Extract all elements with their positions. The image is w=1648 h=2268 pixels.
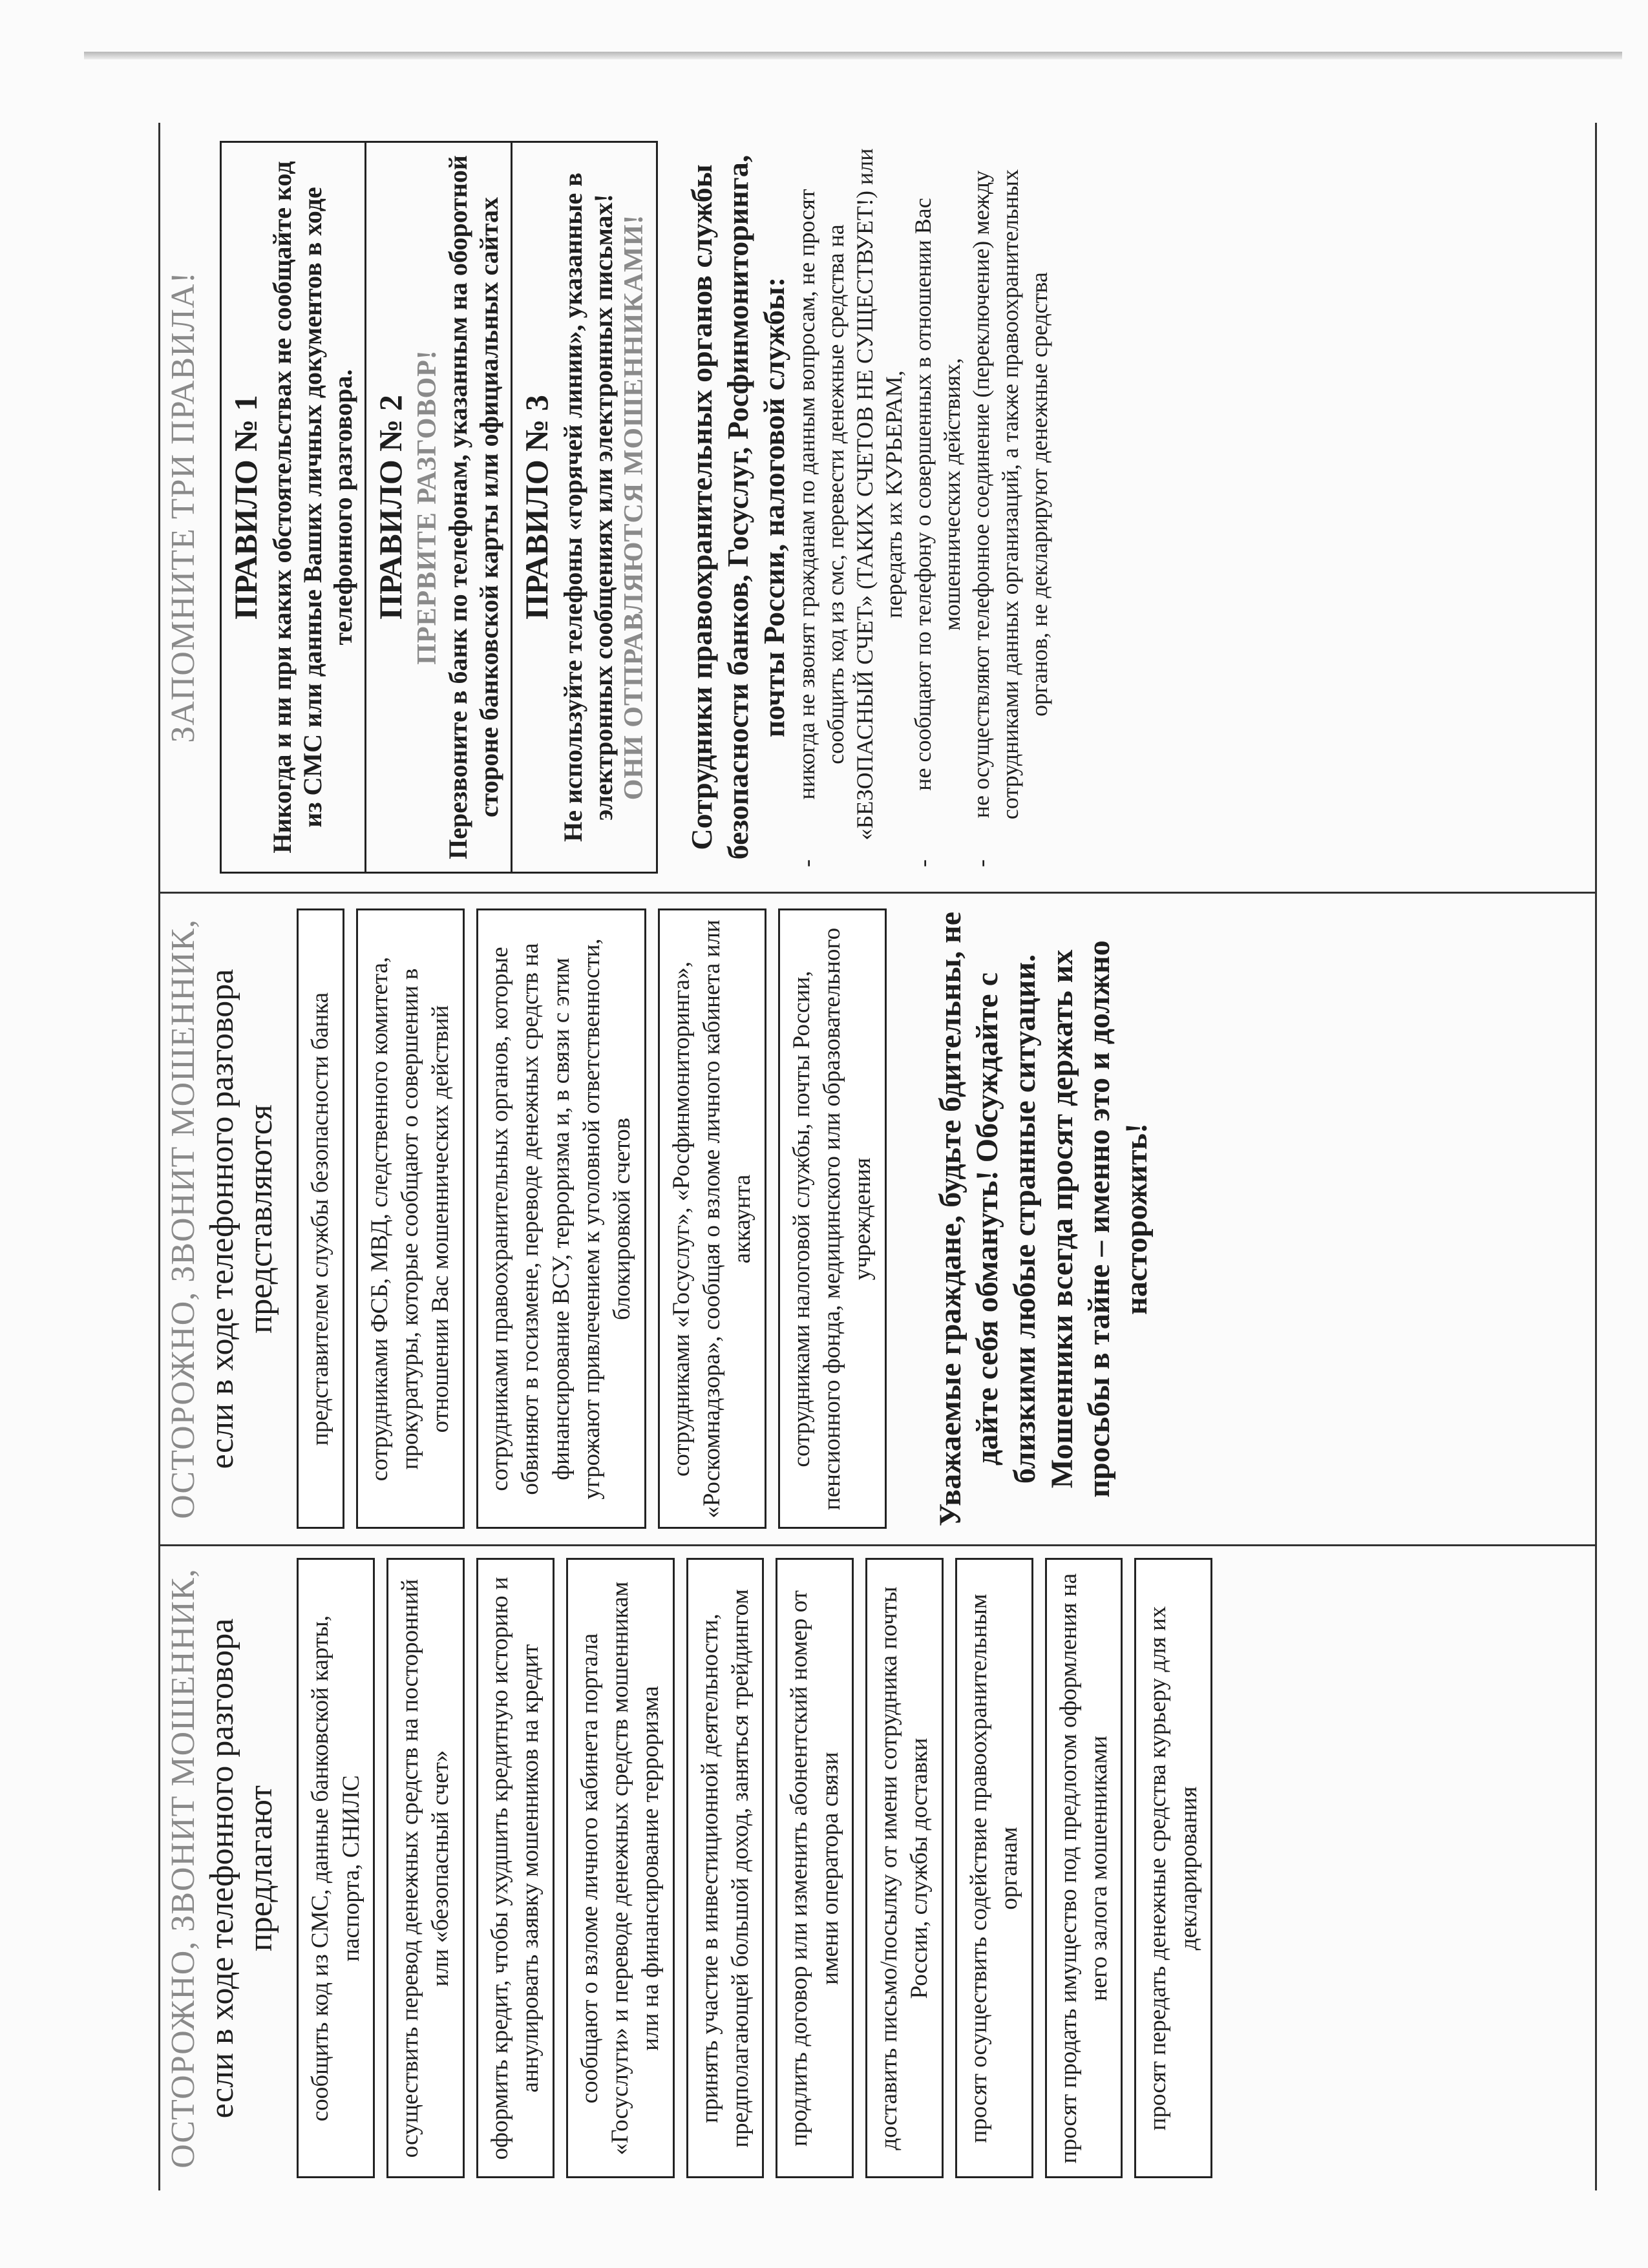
propose-item: принять участие в инвестиционной деятельности, предполагающей большой доход, заняться трейдингом	[686, 1559, 765, 2179]
rule-1	[222, 143, 367, 872]
staff-item-text: не осуществляют телефонное соединение (переключение) между сотрудниками данных организаций, а также правоохранительных органов, не декларируют денежные средства	[968, 169, 1053, 820]
rule-2	[366, 143, 512, 872]
rotated-leaflet	[158, 123, 1593, 2190]
propose-item: просят продать имущество под предлогом оформления на него залога мошенниками	[1045, 1559, 1123, 2179]
scan-edge-shadow	[84, 52, 1622, 59]
propose-item: осуществить перевод денежных средств на посторонний или «безопасный счет»	[386, 1559, 465, 2179]
represent-item: сотрудниками правоохранительных органов, которые обвиняют в госизмене, переводе денежных средств на финансирование ВСУ, терроризма и, в связи с этим угрожают привлечением к уголовной ответственности, блокировкой счетов	[476, 909, 646, 1529]
column-3-warning: ЗАПОМНИТЕ ТРИ ПРАВИЛА!	[165, 271, 202, 743]
column-1-header	[164, 1558, 280, 2179]
rule-note: ПРЕРВИТЕ РАЗГОВОР!	[412, 350, 443, 665]
propose-item: сообщают о взломе личного кабинета портала «Госуслуги» и переводе денежных средств мошенникам или на финансирование терроризма	[566, 1559, 675, 2179]
rule-3	[512, 143, 656, 872]
dash-marker: -	[910, 859, 936, 867]
rule-text: Не используйте телефоны «горячей линии», указанные в электронных сообщениях или электронных письмах!	[558, 173, 618, 842]
rule-text: Никогда и ни при каких обстоятельствах не сообщайте код из СМС или данные Ваших личных документов в ходе телефонного разговора.	[267, 161, 358, 854]
staff-heading: Сотрудники правоохранительных органов службы безопасности банков, Госуслуг, Росфинмониторинга, почты России, налоговой службы:	[685, 154, 791, 860]
column-1-intro: если в ходе телефонного разговора предлагают	[203, 1618, 279, 2119]
represent-item: сотрудниками ФСБ, МВД, следственного комитета, прокуратуры, которые сообщают о совершении в отношении Вас мошеннических действий	[356, 909, 465, 1529]
dash-marker: -	[794, 859, 820, 867]
staff-item	[909, 147, 967, 867]
staff-item	[792, 147, 909, 867]
rule-note: ОНИ ОТПРАВЛЯЮТСЯ МОШЕННИКАМИ!	[619, 214, 650, 801]
staff-section	[684, 134, 1054, 880]
column-2-warning: ОСТОРОЖНО, ЗВОНИТ МОШЕННИК,	[165, 919, 202, 1519]
rules-box	[220, 141, 658, 874]
rule-title: ПРАВИЛО № 1	[227, 395, 264, 620]
staff-item-text: никогда не звонят гражданам по данным вопросам, не просят сообщить код из смс, перевести денежные средства на «БЕЗОПАСНЫЙ СЧЕТ» (ТАКИХ СЧЕТОВ НЕ СУЩЕСТВУЕТ!) или передать их КУРЬЕРАМ,	[794, 148, 907, 841]
leaflet-columns	[158, 123, 1597, 2190]
propose-item: сообщить код из СМС, данные банковской карты, паспорта, СНИЛС	[297, 1559, 375, 2179]
propose-item: продлить договор или изменить абонентский номер от имени оператора связи	[776, 1559, 854, 2179]
represent-item: представителем службы безопасности банка	[297, 909, 344, 1529]
rule-title: ПРАВИЛО № 2	[372, 395, 409, 620]
column-2-intro: если в ходе телефонного разговора представляются	[203, 969, 279, 1469]
column-1-warning: ОСТОРОЖНО, ЗВОНИТ МОШЕННИК,	[165, 1568, 202, 2168]
rule-text: Перезвоните в банк по телефонам, указанным на оборотной стороне банковской карты или официальных сайтах	[443, 155, 503, 859]
column-rules	[160, 123, 1595, 892]
propose-item: оформить кредит, чтобы ухудшить кредитную историю и аннулировать заявку мошенников на кредит	[476, 1559, 555, 2179]
staff-item-text: не сообщают по телефону о совершенных в отношении Вас мошеннических действиях,	[910, 198, 966, 791]
rule-title: ПРАВИЛО № 3	[518, 395, 555, 620]
staff-item	[967, 147, 1054, 867]
column-propose	[160, 1544, 1595, 2190]
propose-item: просят осуществить содействие правоохранительным органам	[955, 1559, 1033, 2179]
citizens-appeal: Уважаемые граждане, будьте бдительны, не дайте себя обмануть! Обсуждайте с близкими любые странные ситуации. Мошенники всегда просят держать их просьбы в тайне – именно это и должно насторожить!	[933, 911, 1154, 1527]
dash-marker: -	[968, 859, 995, 867]
column-3-header	[164, 134, 203, 880]
propose-item: доставить письмо/посылку от имени сотрудника почты России, службы доставки	[865, 1559, 944, 2179]
propose-item: просят передать денежные средства курьеру для их декларирования	[1134, 1559, 1212, 2179]
represent-item: сотрудниками налоговой службы, почты России, пенсионного фонда, медицинского или образовательного учреждения	[778, 909, 887, 1529]
represent-item: сотрудниками «Госуслуг», «Росфинмониторинга», «Роскомнадзора», сообщая о взломе личного кабинета или аккаунта	[658, 909, 766, 1529]
column-2-header	[164, 905, 280, 1533]
column-represent	[160, 892, 1595, 1544]
